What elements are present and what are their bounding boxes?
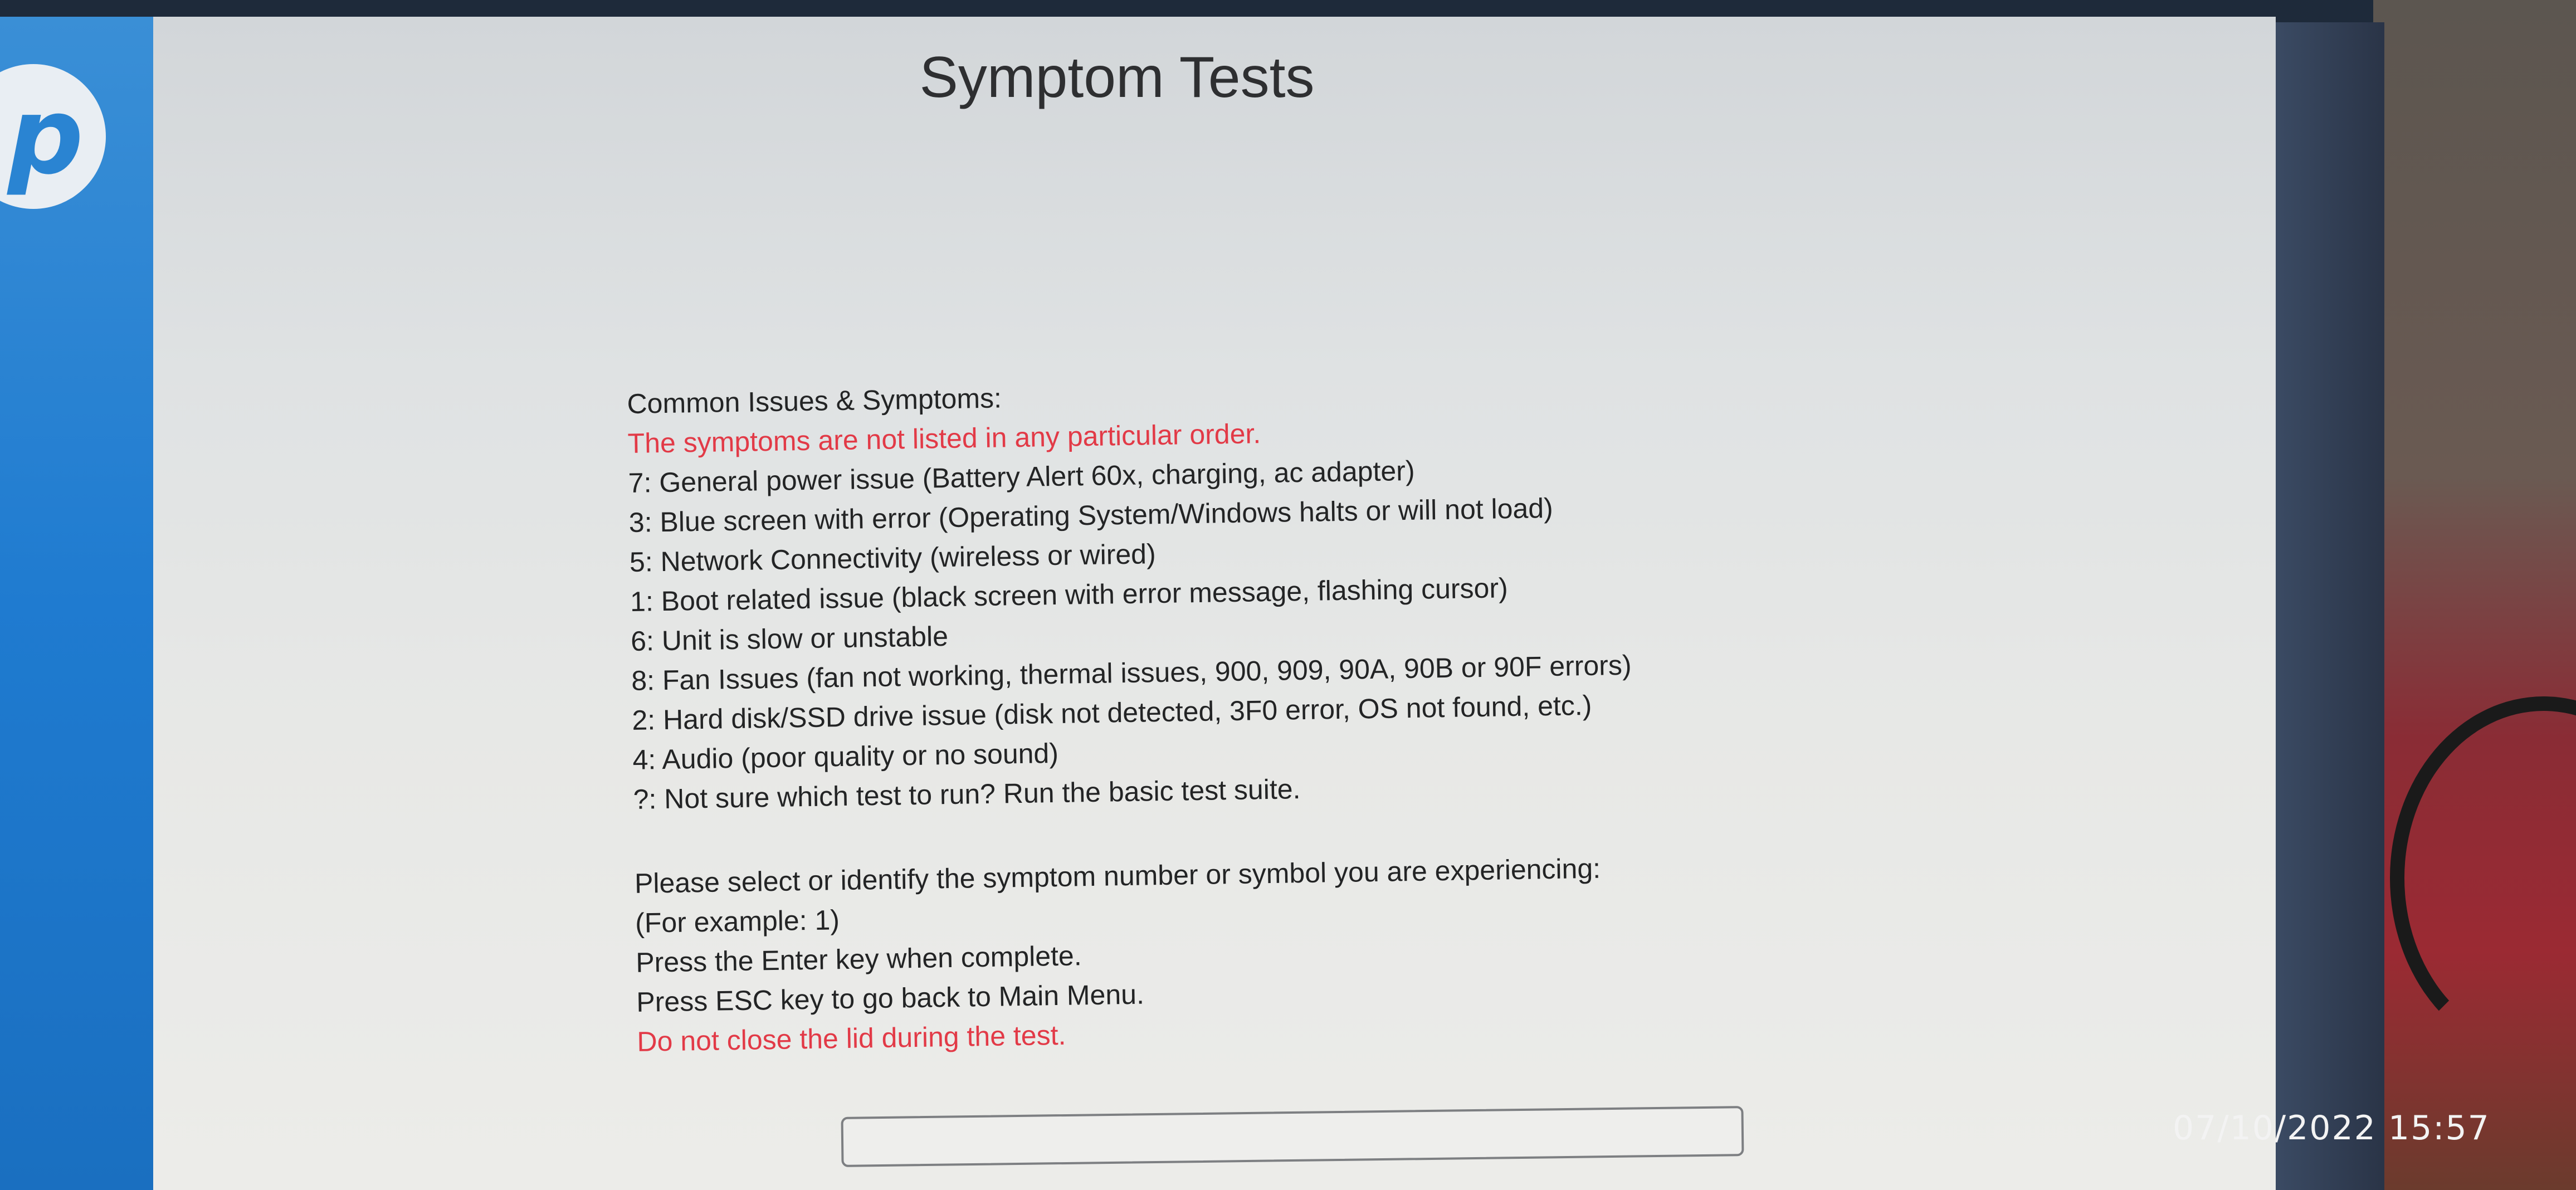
symptom-item-8[interactable]: 8: Fan Issues (fan not working, thermal issues, 900, 909, 90A, 90B or 90F errors) — [631, 649, 1632, 696]
symptom-item-1[interactable]: 1: Boot related issue (black screen with error message, flashing cursor) — [630, 572, 1509, 617]
sidebar — [0, 17, 153, 1190]
screen-bezel — [2273, 22, 2384, 1190]
symptom-item-basic-suite[interactable]: ?: Not sure which test to run? Run the basic test suite. — [633, 773, 1301, 815]
symptom-item-6[interactable]: 6: Unit is slow or unstable — [630, 620, 949, 657]
photo-timestamp: 07/10/2022 15:57 — [2173, 1109, 2490, 1148]
instruction-prompt: Please select or identify the symptom number or symbol you are experiencing: — [634, 852, 1601, 899]
symptom-list-panel — [627, 363, 1974, 1062]
hp-logo-icon: p — [0, 64, 106, 209]
symptom-item-3[interactable]: 3: Blue screen with error (Operating System/Windows halts or will not load) — [628, 492, 1554, 538]
page-title: Symptom Tests — [919, 45, 1315, 110]
symptom-item-7[interactable]: 7: General power issue (Battery Alert 60x, charging, ac adapter) — [628, 455, 1415, 499]
symptom-item-5[interactable]: 5: Network Connectivity (wireless or wired) — [629, 538, 1157, 578]
symptom-item-4[interactable]: 4: Audio (poor quality or no sound) — [632, 737, 1059, 776]
instruction-esc: Press ESC key to go back to Main Menu. — [636, 978, 1145, 1018]
symptom-order-note: The symptoms are not listed in any particular order. — [627, 418, 1261, 459]
lid-warning: Do not close the lid during the test. — [637, 1019, 1066, 1057]
instruction-example: (For example: 1) — [635, 904, 840, 939]
symptom-item-2[interactable]: 2: Hard disk/SSD drive issue (disk not detected, 3F0 error, OS not found, etc.) — [632, 689, 1592, 736]
symptom-heading: Common Issues & Symptoms: — [627, 382, 1002, 420]
instruction-enter: Press the Enter key when complete. — [635, 940, 1082, 978]
